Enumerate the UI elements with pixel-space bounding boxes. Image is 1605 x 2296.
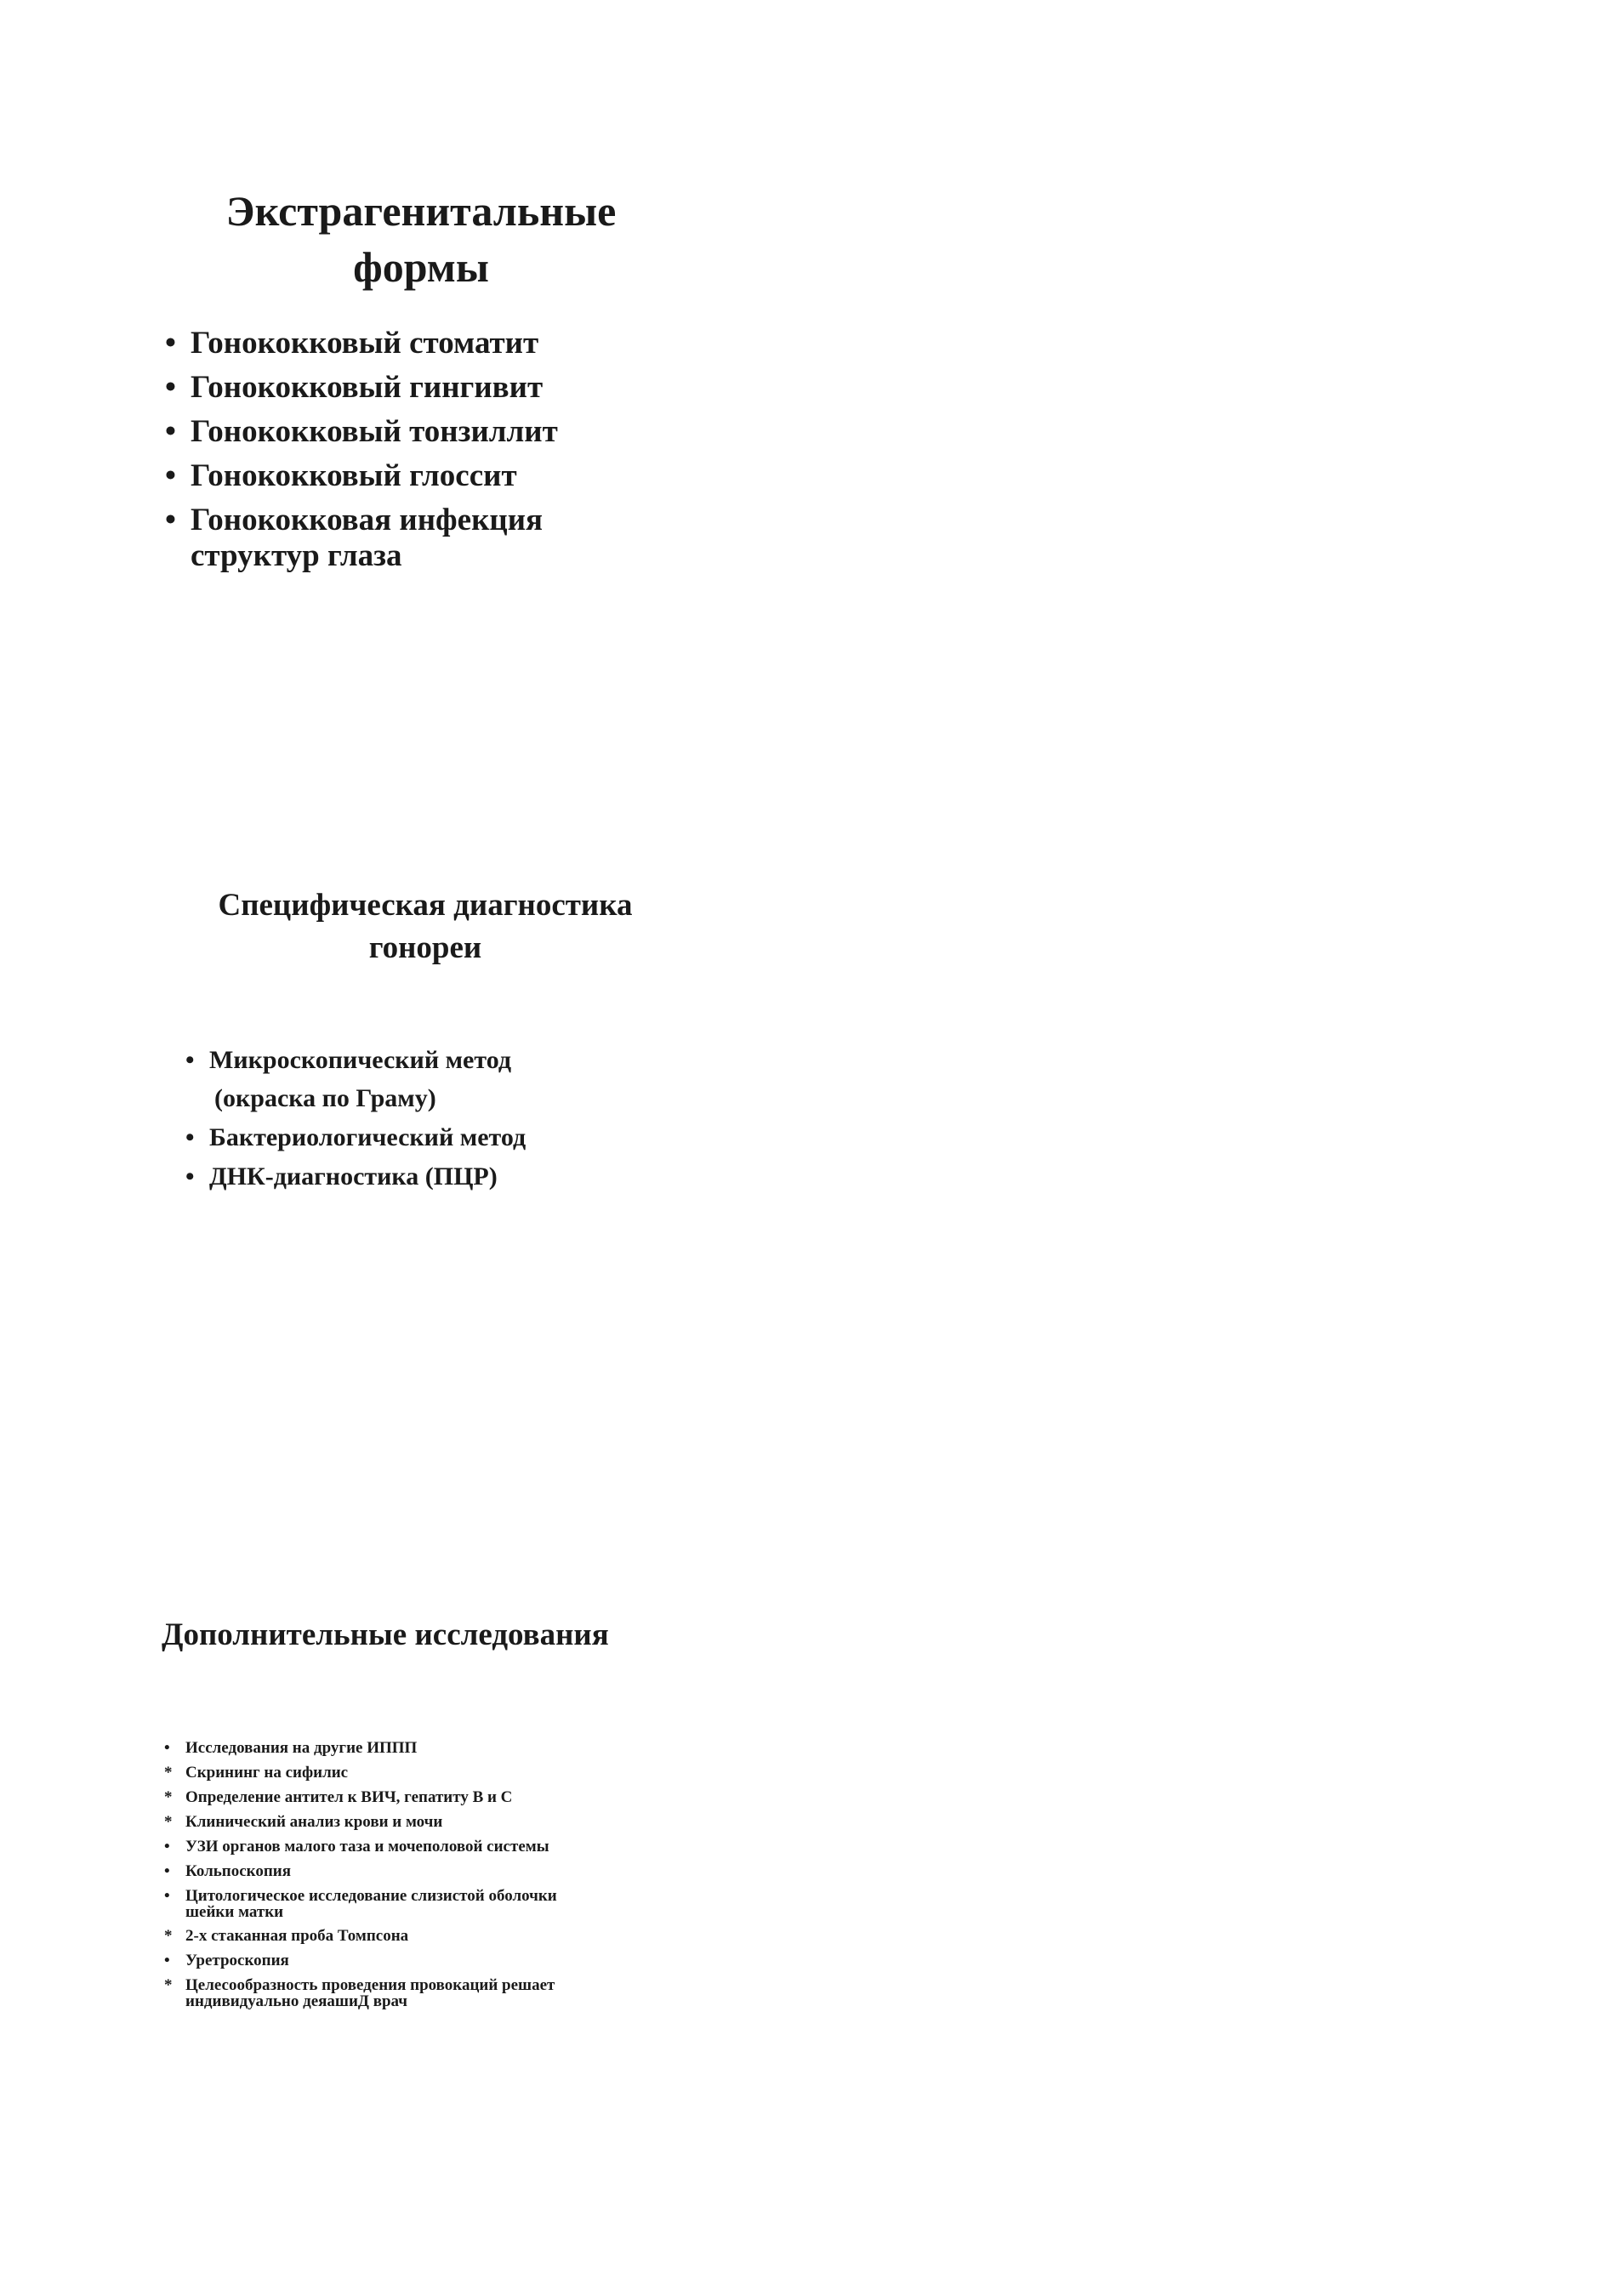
bullet-list [145,326,740,574]
list-item: * Клинический анализ крови и мочи [164,1813,443,1831]
list-item: • Кольпоскопия [164,1862,292,1880]
bullet-icon: • [185,1123,195,1151]
list-item: • Гонококковый тонзиллит [165,414,558,449]
list-item: • Цитологическое исследование слизистой оболочки шейки матки [162,1888,662,1920]
list-item: • Гонококковая инфекция структур глаза [165,503,544,573]
bullet-icon: • [164,1952,170,1969]
list-item-continuation: (окраска по Граму) [214,1084,436,1112]
list-item-continuation: индивидуально деяашиД врач [185,1992,408,2010]
list-item: • Исследования на другие ИППП [164,1739,418,1757]
title-line-1: Специфическая диагностика [218,888,633,923]
bullet-icon: • [165,370,176,405]
list-item: * Определение антител к ВИЧ, гепатиту В и С [164,1788,513,1806]
slide-title: Дополнительные исследования [162,1617,609,1652]
list-item: • ДНК-диагностика (ПЦР) [145,1157,740,1196]
asterisk-icon: * [164,1813,173,1831]
list-item-continuation: шейки матки [185,1903,284,1921]
list-item-continuation: структур глаза [191,538,402,573]
list-item: • Микроскопический метод (окраска по Граму) [145,1041,740,1117]
asterisk-icon: * [164,1764,173,1782]
asterisk-icon: * [164,1976,173,1994]
title-line-2: формы [353,243,489,291]
list-item: • Гонококковый гингивит [165,370,544,405]
bullet-icon: • [165,503,176,537]
list-item: * 2-х стаканная проба Томпсона [164,1927,409,1945]
bullet-icon: • [164,1862,170,1880]
slide-additional-studies [162,1614,757,2017]
bullet-list [162,1740,757,2009]
bullet-icon: • [165,326,176,361]
bullet-icon: • [164,1838,170,1856]
bullet-icon: • [185,1162,195,1191]
bullet-icon: • [165,414,176,449]
bullet-icon: • [185,1046,195,1074]
bullet-list [145,1041,740,1196]
slide-title [145,183,697,295]
bullet-icon: • [164,1887,170,1905]
list-item: * Скрининг на сифилис [164,1764,349,1782]
bullet-icon: • [164,1739,170,1757]
list-item: * Целесообразность проведения провокаций решает индивидуально деяашиД врач [162,1977,662,2009]
asterisk-icon: * [164,1788,173,1806]
bullet-icon: • [165,458,176,493]
slide-extragenital-forms [145,183,740,583]
list-item: • УЗИ органов малого таза и мочеполовой системы [164,1838,549,1856]
list-item: • Бактериологический метод [145,1118,740,1157]
list-item: • Уретроскопия [164,1952,289,1969]
title-line-2: гонореи [368,930,482,965]
slide-specific-diagnostics [145,884,740,1196]
list-item: • Гонококковый глоссит [165,458,517,493]
title-line-1: Экстрагенитальные [225,187,617,235]
list-item: • Гонококковый стоматит [165,326,539,361]
slide-title [145,884,706,969]
asterisk-icon: * [164,1927,173,1945]
